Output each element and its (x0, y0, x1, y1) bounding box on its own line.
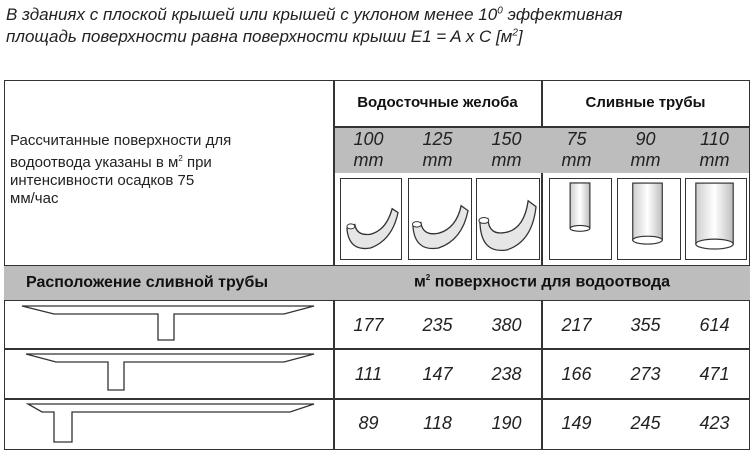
size-label: 150 mm (491, 129, 522, 170)
value-cell: 238 (491, 364, 522, 384)
divider (334, 126, 750, 128)
size-label: 110 mm (699, 129, 730, 170)
value-cell: 355 (630, 315, 661, 335)
outlet-middle-icon (14, 302, 324, 347)
band-right-label: $м^2$ поверхности для водоотвода (413, 273, 671, 291)
gutter-icon (408, 178, 472, 260)
gutters-header: Водосточные желоба (357, 94, 518, 111)
gutter-icon (340, 178, 402, 260)
value-cell: 273 (630, 364, 661, 384)
value-cell: 111 (354, 364, 383, 384)
pipes-header: Сливные трубы (585, 94, 706, 111)
size-label: 90 mm (630, 129, 661, 170)
downpipe-icon (685, 178, 747, 260)
size-label: 125 mm (422, 129, 453, 170)
intro-line-1: В зданиях с плоской крышей или крышей с уклоном менее $10^0$ эффективная (6, 5, 623, 24)
value-cell: 147 (422, 364, 453, 384)
downpipe-icon (617, 178, 681, 260)
value-cell: 89 (358, 413, 379, 433)
outlet-end-icon (14, 400, 324, 448)
downpipe-icon (549, 178, 612, 260)
intro-line-2: площадь поверхности равна поверхности крыши E1 = A x C $[м^2]$ (6, 27, 523, 46)
intro-text (6, 4, 752, 48)
gutter-icon (476, 178, 540, 260)
value-cell: 245 (630, 413, 661, 433)
value-cell: 177 (353, 315, 384, 335)
size-label: 100 mm (353, 129, 384, 170)
value-cell: 235 (422, 315, 453, 335)
band-left-label: Расположение сливной трубы (26, 274, 268, 291)
drainage-table (4, 80, 750, 450)
value-cell: 380 (491, 315, 522, 335)
value-cell: 149 (561, 413, 592, 433)
outlet-offcenter-icon (14, 350, 324, 396)
value-cell: 217 (561, 315, 592, 335)
value-cell: 471 (699, 364, 730, 384)
value-cell: 190 (491, 413, 522, 433)
value-cell: 118 (423, 413, 452, 433)
size-label: 75 mm (561, 129, 592, 170)
value-cell: 614 (699, 315, 730, 335)
value-cell: 166 (561, 364, 592, 384)
value-cell: 423 (699, 413, 730, 433)
description: Рассчитанные поверхности для водоотвода указаны в $м^2$ при интенсивности осадков 75 мм/час (10, 132, 232, 207)
